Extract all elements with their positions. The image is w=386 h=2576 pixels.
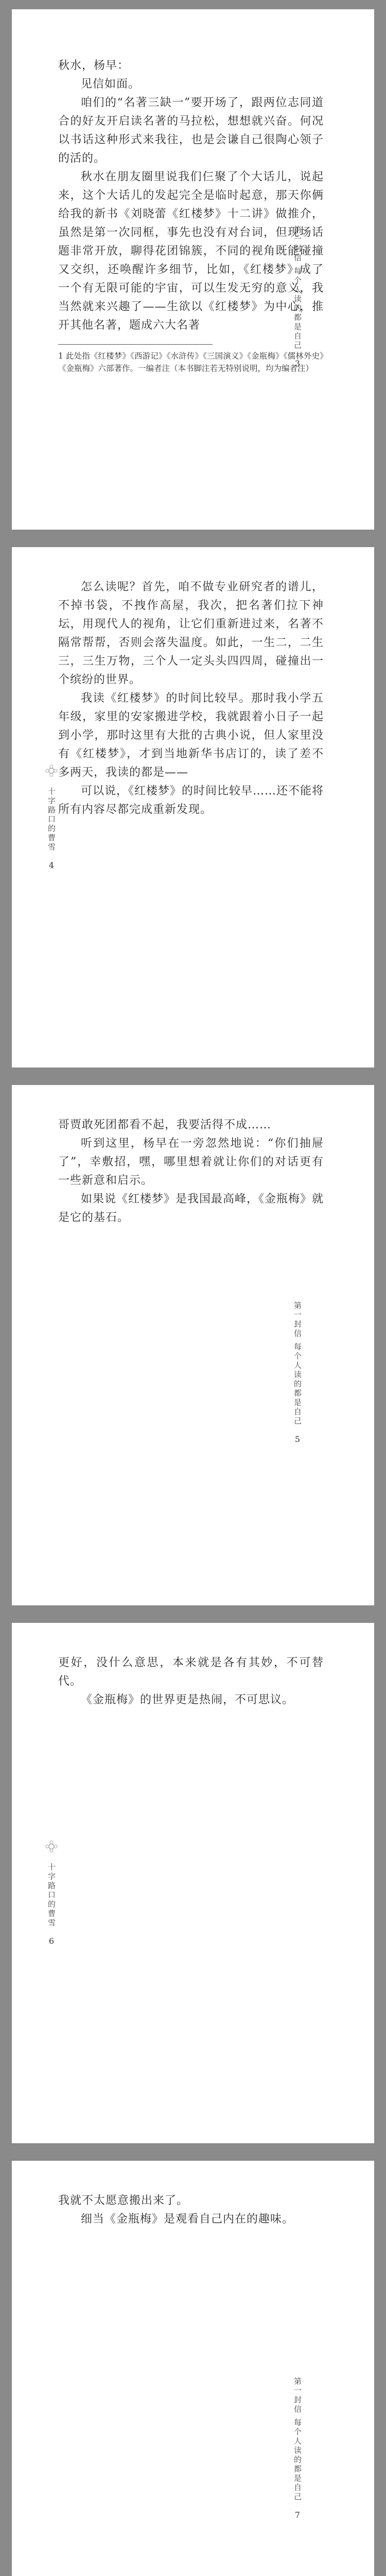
page-number: 6 xyxy=(48,1936,55,1946)
running-title: 第一封信 每个人读的都是自己 xyxy=(293,2377,302,2502)
page-number: 3 xyxy=(294,358,301,368)
page-number: 4 xyxy=(48,860,55,870)
flower-ornament-icon xyxy=(44,1839,59,1854)
paragraph: 哥贾敢死团都看不起，我要活得不成…… xyxy=(58,1118,272,1131)
running-title: 第一封信 每个人读的都是自己 xyxy=(293,1301,302,1426)
page-margin-info xyxy=(19,764,84,870)
page-margin-info xyxy=(237,2377,358,2520)
paragraph: 听到这里，杨早在一旁忽然地说：“你们抽屉了”，幸敷招，嘿，哪里想着就让你们的对话更有一些新意和启示。 xyxy=(58,1137,324,1187)
paragraph: 咱们的“名著三缺一”要开场了，跟两位志同道合的好友开启读名著的马拉松，想想就兴奋。何况以书话这种形式来我往，也是会谦自己很陶心领子的活的。 xyxy=(58,96,324,165)
running-title: 第一封信 每个人读的都是自己 xyxy=(293,226,302,350)
paragraph: 可以说，《红楼梦》的时间比较早……还不能将所有内容尽都完成重新发现。 xyxy=(58,785,324,816)
footnote: 1 此处指《红楼梦》《西游记》《水浒传》《三国演义》《金瓶梅》《儒林外史》《金瓶梅》六部著作。一编者注（本书脚注若无特别说明，均为编者注） xyxy=(58,351,324,373)
page-margin-info xyxy=(237,1301,358,1444)
page-margin-info xyxy=(237,226,358,368)
paragraph: 《金瓶梅》的世界更是热闹，不可思议。 xyxy=(81,1693,294,1706)
running-title: 十字路口的曹雪 xyxy=(47,1863,56,1928)
paragraph: 怎么读呢？首先，咱不做专业研究者的谱儿，不掉书袋，不拽作高屋，我次，把名著们拉下神坛，用现代人的视角，让它们重新进过来，名著不隔常帮帮，否则会落失温度。如此，一生二，二生三，三生万物，三个人一定头头四四周，碰撞出一个缤纷的世界。 xyxy=(58,581,324,686)
flower-ornament-icon xyxy=(44,764,59,778)
paragraph: 细当《金瓶梅》是观看自己内在的趣味。 xyxy=(81,2213,294,2226)
paragraph: 秋水，杨早： xyxy=(58,59,130,72)
book-page xyxy=(12,9,374,530)
book-page xyxy=(12,547,374,1067)
paragraph: 见信如面。 xyxy=(81,78,141,91)
book-page xyxy=(12,1623,374,2143)
footnote-divider xyxy=(58,344,213,345)
running-title: 十字路口的曹雪 xyxy=(47,787,56,852)
book-page xyxy=(12,1085,374,1605)
page-number: 7 xyxy=(294,2510,301,2520)
paragraph: 我就不太愿意搬出来了。 xyxy=(58,2194,189,2207)
page-margin-info xyxy=(19,1839,84,1946)
paragraph: 更好，没什么意思，本来就是各有其妙，不可替代。 xyxy=(58,1656,324,1688)
paragraph: 秋水在朋友圈里说我们仨聚了个大话儿，说起来，这个大话儿的发起完全是临时起意，那天你俩给我的新书《刘晓蕾《红楼梦》十二讲》做推介，虽然是第一次同框，事先也没有对台词，但现场话题非常开放，聊得花团锦簇，不同的视角既能碰撞又交织，还唤醒许多细节，比如，《红楼梦》成了一个有无限可能的宇宙，可以生发无穷的意义，我当然就来兴趣了——生欲以《红楼梦》为中心，推开其他名著，题成六大名著 xyxy=(58,171,324,332)
paragraph: 如果说《红楼梦》是我国最高峰，《金瓶梅》就是它的基石。 xyxy=(58,1193,324,1224)
book-page xyxy=(12,2161,374,2576)
page-number: 5 xyxy=(294,1434,301,1444)
paragraph: 我读《红楼梦》的时间比较早。那时我小学五年级，家里的安家搬进学校，我就跟着小日子一起到小学，那时这里有大批的古典小说，但人家里没有《红楼梦》，才到当地新华书店订的，读了差不多两天，我读的都是—— xyxy=(58,692,324,779)
